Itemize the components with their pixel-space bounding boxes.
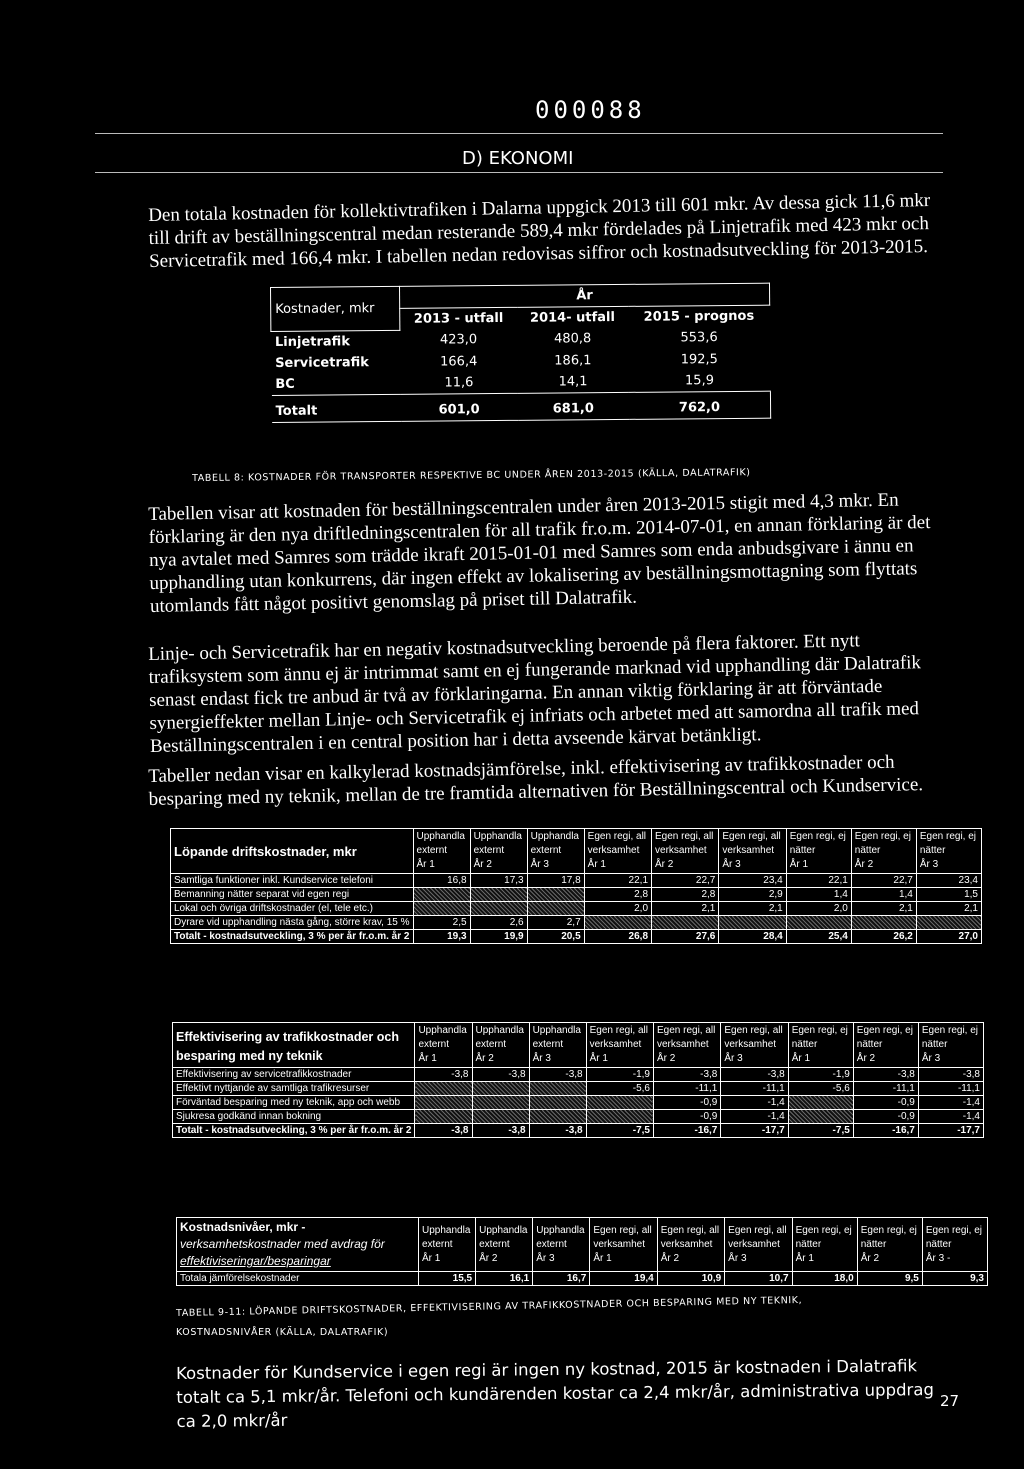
column-header: Egen regi, all verksamhet År 3 xyxy=(719,829,786,874)
table-corner-label: Kostnader, mkr xyxy=(271,286,400,331)
cost-table xyxy=(270,283,771,423)
cell: 681,0 xyxy=(518,392,629,420)
header-rule-bottom xyxy=(95,172,943,173)
row-label: Totalt xyxy=(271,394,400,422)
cell xyxy=(413,902,470,916)
column-header: 2013 - utfall xyxy=(413,310,504,327)
page-number: 27 xyxy=(940,1392,960,1410)
row-label: Dyrare vid upphandling nästa gång, större krav, 15 % xyxy=(171,916,414,930)
row-label: Effektivisering av servicetrafikkostnader xyxy=(173,1068,415,1082)
cell: 15,5 xyxy=(419,1272,476,1286)
cell: 2,7 xyxy=(527,916,584,930)
section-title: D) EKONOMI xyxy=(462,148,574,169)
cell: 16,7 xyxy=(533,1272,590,1286)
cell xyxy=(413,888,470,902)
cell xyxy=(851,916,916,930)
paragraph-bc-costs: Tabellen visar att kostnaden för beställningscentralen under åren 2013-2015 stigit med 4,3 mkr. En förklaring är den nya driftledningscentralen för all trafik fr.o.m. 2014-07-01, en annan förklaring är det nya avtalet med Samres som trädde ikraft 2015-01-01 med Samres som enda anbudsgivare i ännu en upphandling utan konkurrens, där ingen effekt av lokalisering av beställningsmottagning som flyttats utomlands fått något positivt genomslag på priset till Dalatrafik. xyxy=(148,489,931,617)
cell xyxy=(472,1110,529,1124)
table-row xyxy=(173,1110,984,1124)
cell: 2,1 xyxy=(851,902,916,916)
table-total-row xyxy=(271,391,770,422)
row-label: BC xyxy=(271,372,400,395)
column-header: Upphandla externt År 2 xyxy=(476,1218,533,1272)
cell: -16,7 xyxy=(853,1124,918,1138)
cell: -1,4 xyxy=(721,1110,788,1124)
cell: 18,0 xyxy=(792,1272,857,1286)
cell: 2,5 xyxy=(413,916,470,930)
cell: 186,1 xyxy=(554,352,592,369)
year-group-header: År xyxy=(399,283,769,308)
column-header: Egen regi, ej nätter År 1 xyxy=(788,1023,853,1068)
cell: -3,8 xyxy=(415,1068,472,1082)
table-row xyxy=(171,874,982,888)
cell: -0,9 xyxy=(653,1110,720,1124)
column-header: Egen regi, ej nätter År 1 xyxy=(786,829,851,874)
cell: 22,1 xyxy=(786,874,851,888)
cell: -1,4 xyxy=(918,1110,983,1124)
column-header: Upphandla externt År 1 xyxy=(415,1023,472,1068)
cell xyxy=(586,1110,653,1124)
table-caption: TABELL 9-11: LÖPANDE DRIFTSKOSTNADER, EFFEKTIVISERING AV TRAFIKKOSTNADER OCH BESPARING MED NY TEKNIK, xyxy=(176,1294,803,1319)
cell xyxy=(529,1096,586,1110)
cell: -11,1 xyxy=(721,1082,788,1096)
column-header: Egen regi, all verksamhet År 3 xyxy=(725,1218,792,1272)
cell xyxy=(415,1110,472,1124)
cell xyxy=(529,1082,586,1096)
cell xyxy=(527,902,584,916)
cell xyxy=(415,1082,472,1096)
cell: 480,8 xyxy=(553,331,592,347)
cell xyxy=(415,1096,472,1110)
cell: 166,4 xyxy=(440,353,478,370)
column-header: Egen regi, all verksamhet År 1 xyxy=(584,829,651,874)
cell: 601,0 xyxy=(400,393,517,421)
cell xyxy=(470,902,527,916)
cell: -3,8 xyxy=(918,1068,983,1082)
cell: 16,1 xyxy=(476,1272,533,1286)
column-header: Upphandla externt År 2 xyxy=(470,829,527,874)
table-total-row xyxy=(171,930,982,944)
cell: -0,9 xyxy=(853,1110,918,1124)
closing-paragraph: Kostnader för Kundservice i egen regi är ingen ny kostnad, 2015 är kostnaden i Dalatrafik totalt ca 5,1 mkr/år. Telefoni och kundärenden kostar ca 2,4 mkr/år, administrativa uppdrag ca 2,0 mkr/år xyxy=(176,1356,934,1431)
table-total-row xyxy=(173,1124,984,1138)
column-header: Egen regi, all verksamhet År 2 xyxy=(657,1218,724,1272)
cell: 11,6 xyxy=(400,371,517,394)
cell xyxy=(719,916,786,930)
cell: 2,9 xyxy=(719,888,786,902)
table-total-row xyxy=(177,1272,988,1286)
cell: 1,4 xyxy=(786,888,851,902)
table-row xyxy=(171,888,982,902)
cell: 9,3 xyxy=(922,1272,987,1286)
column-header: Egen regi, ej nätter År 2 xyxy=(853,1023,918,1068)
column-header: Egen regi, ej nätter År 3 xyxy=(918,1023,983,1068)
cell: 27,0 xyxy=(916,930,981,944)
column-header: Egen regi, all verksamhet År 1 xyxy=(590,1218,657,1272)
column-header: Upphandla externt År 2 xyxy=(472,1023,529,1068)
cell: -0,9 xyxy=(653,1096,720,1110)
cell xyxy=(786,916,851,930)
cell xyxy=(584,916,651,930)
cell: 20,5 xyxy=(527,930,584,944)
table-caption-line2: KOSTNADSNIVÅER (KÄLLA, DALATRAFIK) xyxy=(176,1327,389,1338)
row-label: Totalt - kostnadsutveckling, 3 % per år fr.o.m. år 2 xyxy=(173,1124,415,1138)
cell: 22,1 xyxy=(584,874,651,888)
cell: -11,1 xyxy=(853,1082,918,1096)
cell: -1,9 xyxy=(788,1068,853,1082)
cell: 19,9 xyxy=(470,930,527,944)
intro-paragraph: Den totala kostnaden för kollektivtrafiken i Dalarna uppgick 2013 till 601 mkr. Av dessa gick 11,6 mkr till drift av beställningscentral medan resterande 589,4 mkr fördelades på Linjetrafik med 423 mkr och Servicetrafik med 166,4 mkr. I tabellen nedan redovisas siffror och kostnadsutveckling för 2013-2015. xyxy=(148,189,931,272)
table-row xyxy=(171,902,982,916)
cell xyxy=(788,1096,853,1110)
row-label: Totalt - kostnadsutveckling, 3 % per år fr.o.m. år 2 xyxy=(171,930,414,944)
column-header: Upphandla externt År 3 xyxy=(529,1023,586,1068)
cell xyxy=(470,888,527,902)
cell: 14,1 xyxy=(517,370,628,392)
column-header: 2014- utfall xyxy=(529,309,616,326)
cell xyxy=(472,1082,529,1096)
cell: 2,8 xyxy=(584,888,651,902)
table-title: Effektivisering av trafikkostnader och besparing med ny teknik xyxy=(173,1023,415,1068)
table-row xyxy=(173,1068,984,1082)
column-header: Egen regi, all verksamhet År 2 xyxy=(653,1023,720,1068)
cell: -5,6 xyxy=(788,1082,853,1096)
cell: -1,4 xyxy=(918,1096,983,1110)
row-label: Förväntad besparing med ny teknik, app och webb xyxy=(173,1096,415,1110)
row-label: Totala jämförelsekostnader xyxy=(177,1272,419,1286)
cell: 17,8 xyxy=(527,874,584,888)
row-label: Bemanning nätter separat vid egen regi xyxy=(171,888,414,902)
operating-costs-table xyxy=(170,828,982,944)
column-header: Upphandla externt År 1 xyxy=(419,1218,476,1272)
cell: -3,8 xyxy=(472,1068,529,1082)
cell: -0,9 xyxy=(853,1096,918,1110)
table-row xyxy=(173,1082,984,1096)
cell: 26,2 xyxy=(851,930,916,944)
cell: 2,6 xyxy=(470,916,527,930)
cell: 2,1 xyxy=(719,902,786,916)
cell: -17,7 xyxy=(918,1124,983,1138)
column-header: Egen regi, all verksamhet År 1 xyxy=(586,1023,653,1068)
column-header: Egen regi, all verksamhet År 3 xyxy=(721,1023,788,1068)
cell: -11,1 xyxy=(918,1082,983,1096)
cell: -11,1 xyxy=(653,1082,720,1096)
column-header: 2015 - prognos xyxy=(643,308,755,325)
row-label: Samtliga funktioner inkl. Kundservice telefoni xyxy=(171,874,414,888)
cell: 2,8 xyxy=(652,888,719,902)
cell: 16,8 xyxy=(413,874,470,888)
cell: 22,7 xyxy=(652,874,719,888)
column-header: Upphandla externt År 3 xyxy=(527,829,584,874)
cell: 23,4 xyxy=(719,874,786,888)
cell: 2,1 xyxy=(652,902,719,916)
cell: 1,4 xyxy=(851,888,916,902)
column-header: Egen regi, ej nätter År 2 xyxy=(851,829,916,874)
cell xyxy=(586,1096,653,1110)
cell: -1,9 xyxy=(586,1068,653,1082)
cell: 10,7 xyxy=(725,1272,792,1286)
table-row xyxy=(171,916,982,930)
column-header: Egen regi, ej nätter År 3 - xyxy=(922,1218,987,1272)
cell: 2,1 xyxy=(916,902,981,916)
cell: 25,4 xyxy=(786,930,851,944)
cell xyxy=(916,916,981,930)
cell: 10,9 xyxy=(657,1272,724,1286)
row-label: Sjukresa godkänd innan bokning xyxy=(173,1110,415,1124)
cell: -17,7 xyxy=(721,1124,788,1138)
cell: 553,6 xyxy=(680,330,718,346)
cost-levels-table xyxy=(176,1217,988,1286)
cell: 28,4 xyxy=(719,930,786,944)
paragraph-cost-development: Linje- och Servicetrafik har en negativ kostnadsutveckling beroende på flera faktorer. Ett nytt trafiksystem som ännu ej är intrimmat samt en ej fungerande marknad vid upphandling där Dalatrafik senast endast fick tre anbud är två av förklaringarna. En annan viktig förklaring är att förväntade synergieffekter mellan Linje- och Servicetrafik ej infriats och arbetet med att samordna all trafik med Beställningscentralen i en central position har i detta avseende kärvat betänkligt. xyxy=(148,630,922,757)
cell xyxy=(529,1110,586,1124)
cell: -7,5 xyxy=(586,1124,653,1138)
row-label: Servicetrafik xyxy=(275,354,369,371)
cell xyxy=(527,888,584,902)
row-label: Linjetrafik xyxy=(274,333,350,350)
cell: -1,4 xyxy=(721,1096,788,1110)
column-header: Egen regi, ej nätter År 2 xyxy=(857,1218,922,1272)
cell: -5,6 xyxy=(586,1082,653,1096)
cell xyxy=(472,1096,529,1110)
table-row xyxy=(173,1096,984,1110)
column-header: Egen regi, ej nätter År 3 xyxy=(916,829,981,874)
row-label: Effektivt nyttjande av samtliga trafikresurser xyxy=(173,1082,415,1096)
efficiency-table xyxy=(172,1022,984,1138)
cell: 19,3 xyxy=(413,930,470,944)
cell: 762,0 xyxy=(629,391,771,419)
cell: -7,5 xyxy=(788,1124,853,1138)
cell: -3,8 xyxy=(529,1068,586,1082)
cell xyxy=(652,916,719,930)
cell: 2,0 xyxy=(584,902,651,916)
cell: -3,8 xyxy=(415,1124,472,1138)
cell: -3,8 xyxy=(529,1124,586,1138)
cell: 423,0 xyxy=(439,332,478,348)
cell: 19,4 xyxy=(590,1272,657,1286)
column-header: Upphandla externt År 1 xyxy=(413,829,470,874)
cell: -3,8 xyxy=(653,1068,720,1082)
cell: 27,6 xyxy=(652,930,719,944)
cell: 26,8 xyxy=(584,930,651,944)
cell: 1,5 xyxy=(916,888,981,902)
column-header: Egen regi, ej nätter År 1 xyxy=(792,1218,857,1272)
cell: 2,0 xyxy=(786,902,851,916)
row-label: Lokal och övriga driftskostnader (el, tele etc.) xyxy=(171,902,414,916)
column-header: Egen regi, all verksamhet År 2 xyxy=(652,829,719,874)
cell: -3,8 xyxy=(853,1068,918,1082)
table-title: Löpande driftskostnader, mkr xyxy=(171,829,414,874)
header-rule-top xyxy=(95,133,943,134)
table-caption: TABELL 8: KOSTNADER FÖR TRANSPORTER RESPEKTIVE BC UNDER ÅREN 2013-2015 (KÄLLA, DALATRAFIK) xyxy=(192,467,751,484)
cell: 22,7 xyxy=(851,874,916,888)
cell: -16,7 xyxy=(653,1124,720,1138)
cell: -3,8 xyxy=(721,1068,788,1082)
table-title: Kostnadsnivåer, mkr - verksamhetskostnader med avdrag för effektiviseringar/besparingar xyxy=(177,1218,419,1272)
document-id: 000088 xyxy=(535,96,646,124)
column-header: Upphandla externt År 3 xyxy=(533,1218,590,1272)
cell: 15,9 xyxy=(629,369,771,392)
cell: 23,4 xyxy=(916,874,981,888)
cell: 17,3 xyxy=(470,874,527,888)
cell: -3,8 xyxy=(472,1124,529,1138)
paragraph-comparison-intro: Tabeller nedan visar en kalkylerad kostnadsjämförelse, inkl. effektivisering av trafikkostnader och besparing med ny teknik, mellan de tre framtida alternativen för Beställningscentral och Kundservice. xyxy=(148,751,924,810)
cell: 9,5 xyxy=(857,1272,922,1286)
cell xyxy=(788,1110,853,1124)
cell: 192,5 xyxy=(680,351,718,367)
